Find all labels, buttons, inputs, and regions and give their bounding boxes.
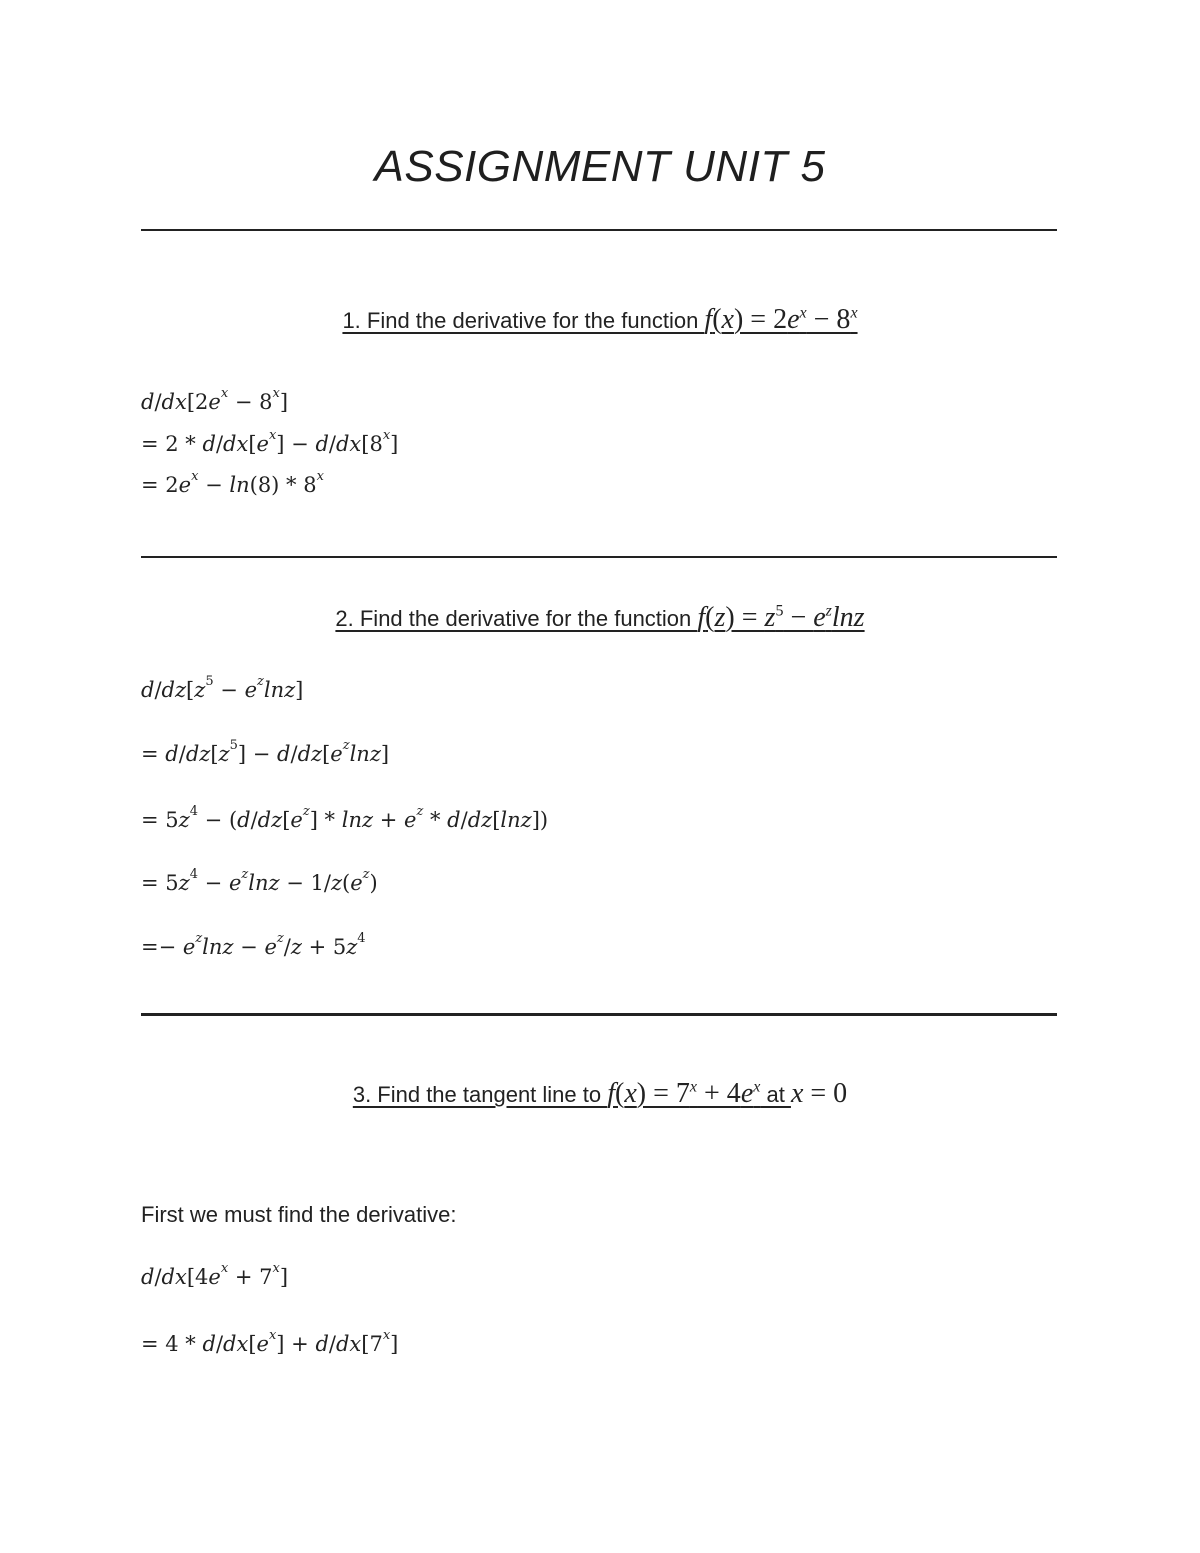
q1-step-2: = $2 * d/dx[e^x] - d/dx[8^x]$ bbox=[141, 428, 399, 456]
question-2 bbox=[0, 602, 1200, 634]
question-1-prompt: 1. Find the derivative for the function bbox=[342, 308, 705, 333]
question-1 bbox=[0, 304, 1200, 336]
question-3-mid: at bbox=[760, 1082, 791, 1107]
question-3-point: x = 0 bbox=[790, 1078, 848, 1109]
q1-step-1: $d/dx[2e^x - 8^x]$ bbox=[141, 386, 289, 414]
question-1-function: $f(x) = 2e^x - 8^x$ bbox=[704, 304, 858, 335]
question-3-prompt: 3. Find the tangent line to bbox=[352, 1082, 608, 1107]
q2-step-2: = $d/dz[z^5] - d/dz[e^z\ln z]$ bbox=[141, 738, 390, 766]
question-3 bbox=[0, 1078, 1200, 1110]
divider-3 bbox=[141, 1013, 1057, 1016]
q3-step-1: $d/dx[4e^x + 7^x]$ bbox=[141, 1261, 289, 1289]
q2-step-1: $d/dz[z^5 - e^z\ln z]$ bbox=[141, 674, 304, 702]
q3-intro: First we must find the derivative: bbox=[141, 1202, 457, 1227]
divider-1 bbox=[141, 229, 1057, 231]
divider-2 bbox=[141, 556, 1057, 558]
q2-step-5: =− $e^z\ln z - e^z/z + 5z^4$ bbox=[141, 931, 366, 959]
page-title: ASSIGNMENT UNIT 5 bbox=[374, 142, 826, 191]
q3-step-2: = $4 * d/dx[e^x] + d/dx[7^x]$ bbox=[141, 1328, 399, 1356]
q2-step-4: = $5z^4 - e^z\ln z - 1/z(e^z)$ bbox=[141, 867, 378, 895]
q1-step-3: = $2e^x - \ln(8) * 8^x$ bbox=[141, 469, 324, 497]
q2-step-3: = $5z^4 - (d/dz[e^z] * \ln z + e^z * d/dz[\ln z])$ bbox=[141, 804, 549, 832]
question-3-function: $f(x) = 7^x + 4e^x$ bbox=[607, 1078, 761, 1109]
question-2-prompt: 2. Find the derivative for the function bbox=[335, 606, 698, 631]
question-2-function: $f(z) = z^5 - e^z\ln z$ bbox=[697, 602, 865, 633]
